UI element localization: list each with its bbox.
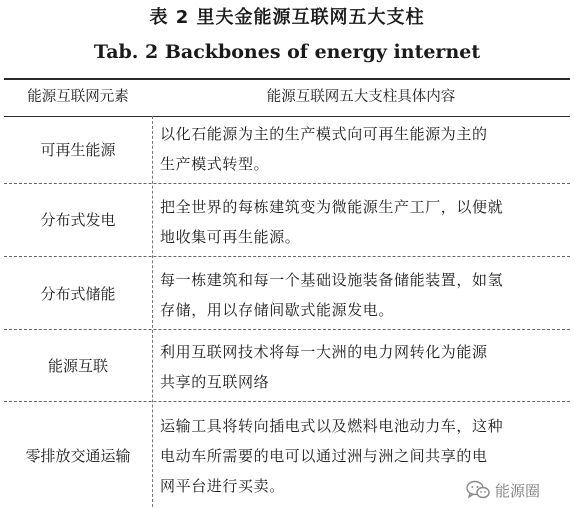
content-line: 利用互联网技术将每一大洲的电力网转化为能源: [160, 343, 488, 361]
row-content: [160, 192, 572, 252]
column-separator: [152, 116, 153, 507]
content-line: 地收集可再生能源。: [160, 228, 301, 246]
content-line: 存储，用以存储间歇式能源发电。: [160, 301, 395, 319]
content-line: 电动车所需要的电可以通过洲与洲之间共享的电: [160, 447, 488, 465]
content-line: 运输工具将转向插电式以及燃料电池动力车，这种: [160, 417, 504, 435]
table-title-en: Tab. 2 Backbones of energy internet: [93, 41, 481, 63]
row-divider: [4, 256, 570, 257]
header-element: 能源互联网元素: [27, 89, 129, 105]
content-line: 每一栋建筑和每一个基础设施装备储能装置，如氢: [160, 271, 504, 289]
row-label: 零排放交通运输: [25, 447, 131, 465]
row-label: 分布式储能: [40, 285, 116, 303]
content-line: 网平台进行买卖。: [160, 477, 285, 495]
content-line: 生产模式转型。: [160, 155, 270, 173]
row-divider: [4, 401, 570, 402]
row-divider: [4, 329, 570, 330]
row-label: 能源互联: [47, 357, 108, 375]
row-content: [160, 337, 572, 397]
content-line: 共享的互联网络: [160, 373, 270, 391]
watermark-text: 能源圈: [495, 481, 541, 500]
row-content: [160, 265, 572, 325]
row-divider: [4, 183, 570, 184]
content-line: 把全世界的每栋建筑变为微能源生产工厂，以便就: [160, 198, 504, 216]
row-label: 可再生能源: [40, 141, 116, 159]
chat-bubbles-icon: [466, 480, 490, 500]
table-title-cn: 表 2 里夫金能源互联网五大支柱: [149, 7, 425, 28]
watermark: [466, 479, 540, 501]
row-label: 分布式发电: [40, 211, 116, 229]
header-rule: [4, 116, 570, 117]
row-content: [160, 119, 572, 179]
table-top-rule: [4, 78, 570, 80]
content-line: 以化石能源为主的生产模式向可再生能源为主的: [160, 125, 488, 143]
header-content: 能源互联网五大支柱具体内容: [266, 89, 456, 105]
